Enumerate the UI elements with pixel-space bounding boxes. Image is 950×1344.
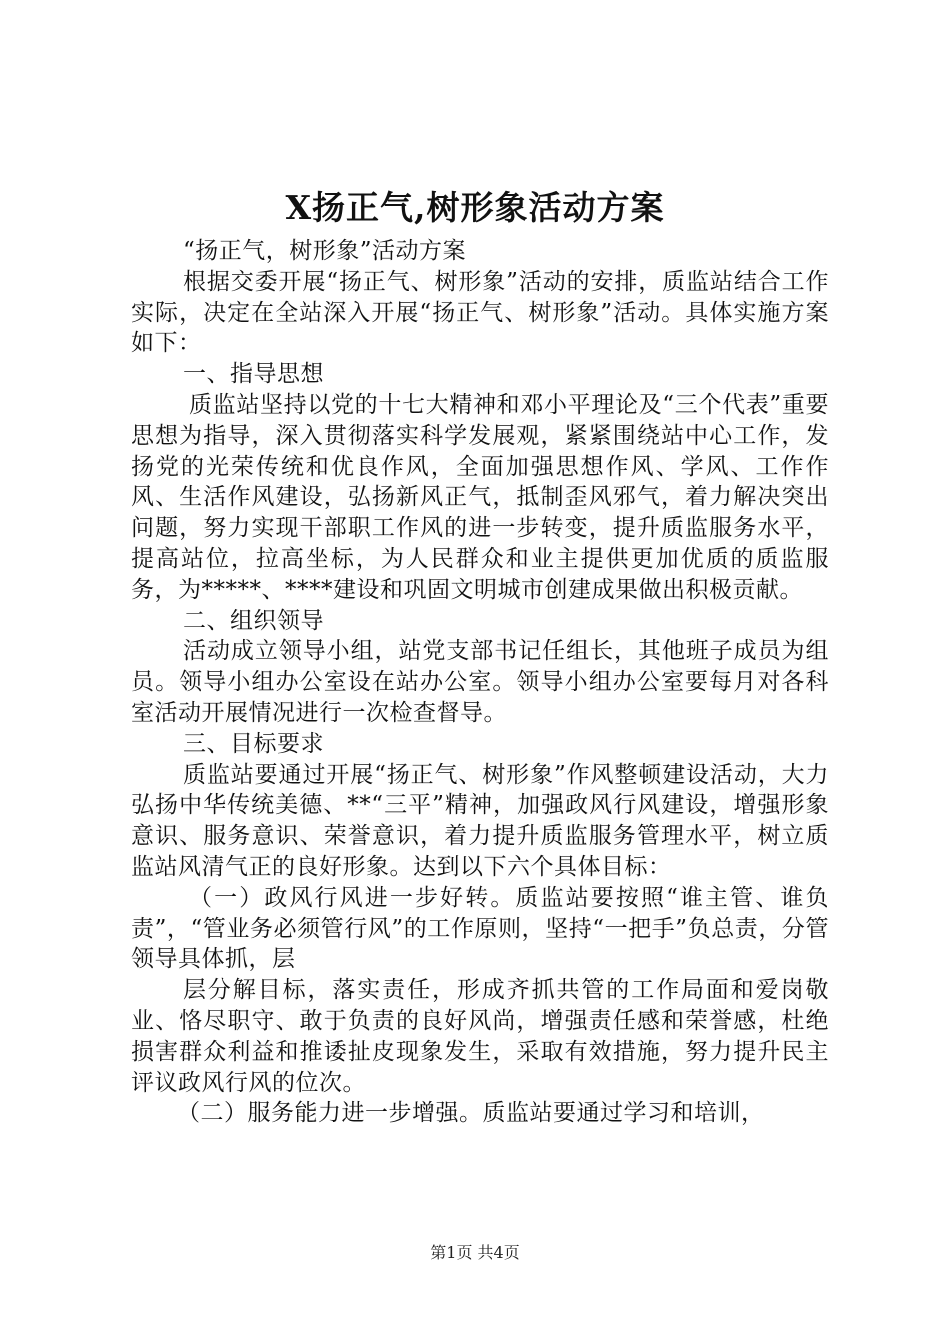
paragraph-goals: 质监站要通过开展“扬正气、树形象”作风整顿建设活动，大力弘扬中华传统美德、**“三平”精神，加强政风行风建设，增强形象意识、服务意识、荣誉意识，着力提升质监服务管理水平，树立质监站风清气正的良好形象。达到以下六个具体目标： — [131, 761, 829, 880]
section-heading-goals: 三、目标要求 — [183, 730, 324, 757]
page-footer: 第1页 共4页 — [430, 1243, 520, 1262]
document-title: X扬正气,树形象活动方案 — [285, 188, 665, 227]
paragraph-organization: 活动成立领导小组，站党支部书记任组长，其他班子成员为组员。领导小组办公室设在站办公室。领导小组办公室要每月对各科室活动开展情况进行一次检查督导。 — [131, 638, 829, 726]
paragraph-intro: 根据交委开展“扬正气、树形象”活动的安排，质监站结合工作实际，决定在全站深入开展“扬正气、树形象”活动。具体实施方案如下： — [131, 268, 829, 357]
section-heading-organization: 二、组织领导 — [183, 607, 324, 634]
paragraph-guiding-thought: 质监站坚持以党的十七大精神和邓小平理论及“三个代表”重要思想为指导，深入贯彻落实科学发展观，紧紧围绕站中心工作，发扬党的光荣传统和优良作风，全面加强思想作风、学风、工作作风、生活作风建设，弘扬新风正气，抵制歪风邪气，着力解决突出问题，努力实现干部职工作风的进一步转变，提升质监服务水平，提高站位，拉高坐标，为人民群众和业主提供更加优质的质监服务，为*****、****建设和巩固文明城市创建成果做出积极贡献。 — [131, 391, 829, 603]
section-heading-guiding-thought: 一、指导思想 — [183, 361, 324, 388]
paragraph-subtitle: “扬正气，树形象”活动方案 — [183, 238, 467, 264]
paragraph-goal-one-continued: 层分解目标，落实责任，形成齐抓共管的工作局面和爱岗敬业、恪尽职守、敢于负责的良好风尚，增强责任感和荣誉感，杜绝损害群众利益和推诿扯皮现象发生，采取有效措施，努力提升民主评议政风行风的位次。 — [131, 977, 829, 1096]
paragraph-goal-one: （一）政风行风进一步好转。质监站要按照“谁主管、谁负责”，“管业务必须管行风”的工作原则，坚持“一把手”负总责，分管领导具体抓，层 — [131, 884, 829, 973]
paragraph-goal-two: （二）服务能力进一步增强。质监站要通过学习和培训， — [177, 1100, 765, 1127]
document-body — [131, 236, 829, 1129]
